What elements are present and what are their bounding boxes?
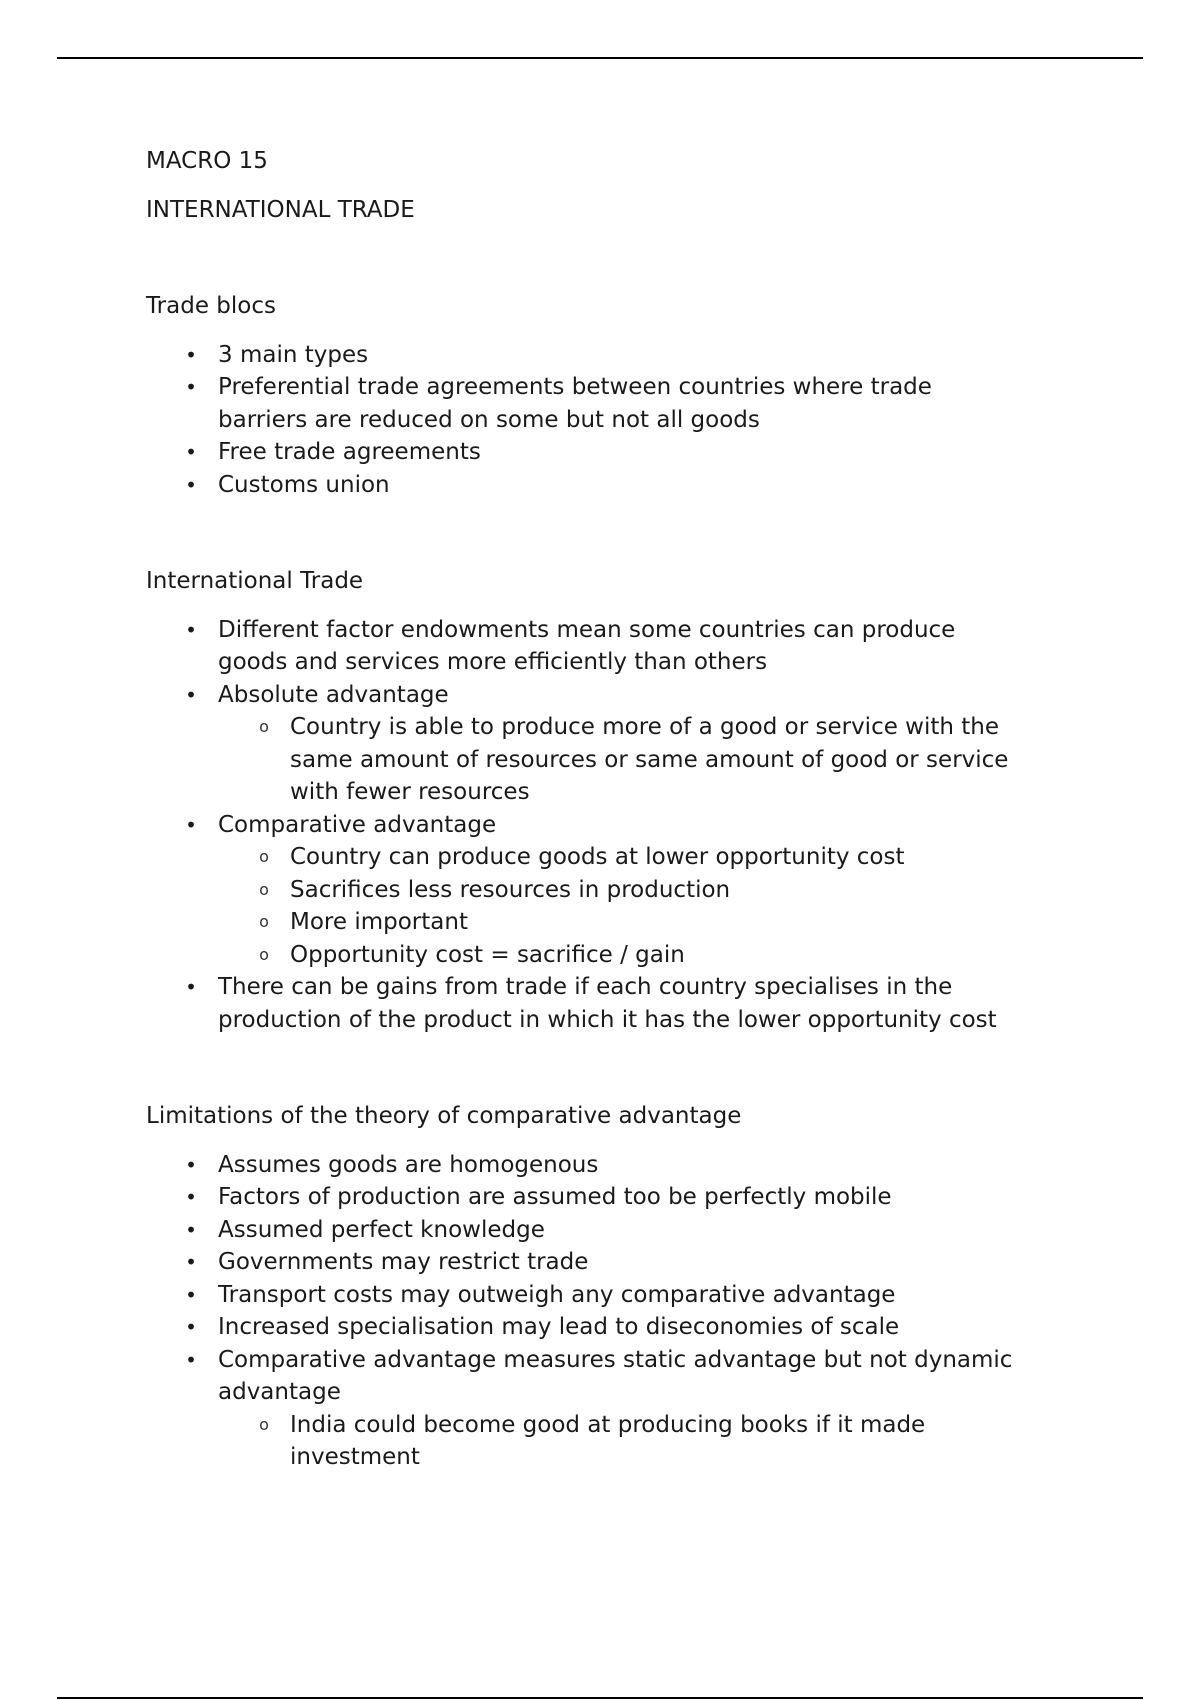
circle-bullet-icon: o <box>259 879 269 899</box>
international-trade-list <box>146 614 1106 1037</box>
sub-list-item <box>146 711 1106 809</box>
sub-list-item <box>146 939 1106 972</box>
list-item <box>146 469 1106 502</box>
bullet-icon: • <box>185 1347 197 1372</box>
header-rule <box>57 57 1143 59</box>
list-item-text: 3 main types <box>218 341 369 368</box>
sub-list-item-text: India could become good at producing books if it made investment <box>290 1411 926 1470</box>
list-item-text: There can be gains from trade if each country specialises in the production of the product in which it has the lower opportunity cost <box>218 974 997 1033</box>
list-item-text: Preferential trade agreements between countries where trade barriers are reduced on some but not all goods <box>218 374 932 433</box>
bullet-icon: • <box>185 617 197 642</box>
list-item-text: Customs union <box>218 471 390 498</box>
circle-bullet-icon: o <box>259 847 269 866</box>
list-item <box>146 809 1106 842</box>
list-item-text: Assumes goods are homogenous <box>218 1151 599 1178</box>
list-item <box>146 371 1106 436</box>
sub-list-item-text: Opportunity cost = sacrifice / gain <box>290 941 685 968</box>
list-item <box>146 1279 1106 1312</box>
list-item <box>146 436 1106 469</box>
circle-bullet-icon: o <box>259 1414 269 1434</box>
list-item <box>146 1181 1106 1214</box>
section-heading-trade-blocs: Trade blocs <box>146 293 276 319</box>
sub-list-item <box>146 906 1106 939</box>
section-heading-international-trade: International Trade <box>146 568 364 594</box>
sub-list-item-text: More important <box>290 909 468 935</box>
footer-rule <box>57 1697 1143 1699</box>
list-item <box>146 679 1106 712</box>
list-item-text: Increased specialisation may lead to diseconomies of scale <box>218 1314 900 1340</box>
bullet-icon: • <box>185 342 197 367</box>
list-item <box>146 1311 1106 1344</box>
bullet-icon: • <box>185 472 197 497</box>
limitations-list <box>146 1149 1106 1474</box>
circle-bullet-icon: o <box>259 717 269 736</box>
list-item-text: Absolute advantage <box>218 681 449 708</box>
document-body <box>146 145 1106 1474</box>
sub-list-item <box>146 874 1106 907</box>
bullet-icon: • <box>185 375 197 399</box>
circle-bullet-icon: o <box>259 912 269 931</box>
bullet-icon: • <box>185 1250 197 1274</box>
list-item-text: Assumed perfect knowledge <box>218 1216 545 1243</box>
list-item <box>146 971 1106 1036</box>
list-item-text: Governments may restrict trade <box>218 1249 589 1275</box>
list-item-text: Comparative advantage measures static advantage but not dynamic advantage <box>218 1346 1013 1405</box>
trade-blocs-list <box>146 339 1106 502</box>
list-item <box>146 1246 1106 1279</box>
list-item <box>146 1344 1106 1409</box>
list-item-text: Free trade agreements <box>218 439 481 465</box>
page-subtitle: INTERNATIONAL TRADE <box>146 196 415 223</box>
sub-list-item <box>146 841 1106 874</box>
list-item <box>146 1214 1106 1247</box>
bullet-icon: • <box>185 812 197 837</box>
bullet-icon: • <box>185 1152 197 1177</box>
bullet-icon: • <box>185 682 197 707</box>
sub-list-item-text: Country is able to produce more of a good or service with the same amount of resources or same amount of good or service with fewer resources <box>290 714 1009 805</box>
bullet-icon: • <box>185 440 197 464</box>
list-item-text: Transport costs may outweigh any comparative advantage <box>218 1281 896 1308</box>
circle-bullet-icon: o <box>259 944 269 964</box>
list-item-text: Different factor endowments mean some countries can produce goods and services more efficiently than others <box>218 616 956 675</box>
sub-list-item <box>146 1409 1106 1474</box>
sub-list-item-text: Sacrifices less resources in production <box>290 876 731 903</box>
list-item-text: Factors of production are assumed too be perfectly mobile <box>218 1184 892 1210</box>
bullet-icon: • <box>185 1185 197 1209</box>
page-title: MACRO 15 <box>146 148 268 174</box>
list-item-text: Comparative advantage <box>218 811 497 838</box>
section-heading-limitations: Limitations of the theory of comparative advantage <box>146 1103 742 1129</box>
list-item <box>146 1149 1106 1182</box>
bullet-icon: • <box>185 1282 197 1307</box>
bullet-icon: • <box>185 1315 197 1339</box>
list-item <box>146 339 1106 372</box>
bullet-icon: • <box>185 1217 197 1242</box>
list-item <box>146 614 1106 679</box>
bullet-icon: • <box>185 975 197 999</box>
sub-list-item-text: Country can produce goods at lower opportunity cost <box>290 844 905 870</box>
